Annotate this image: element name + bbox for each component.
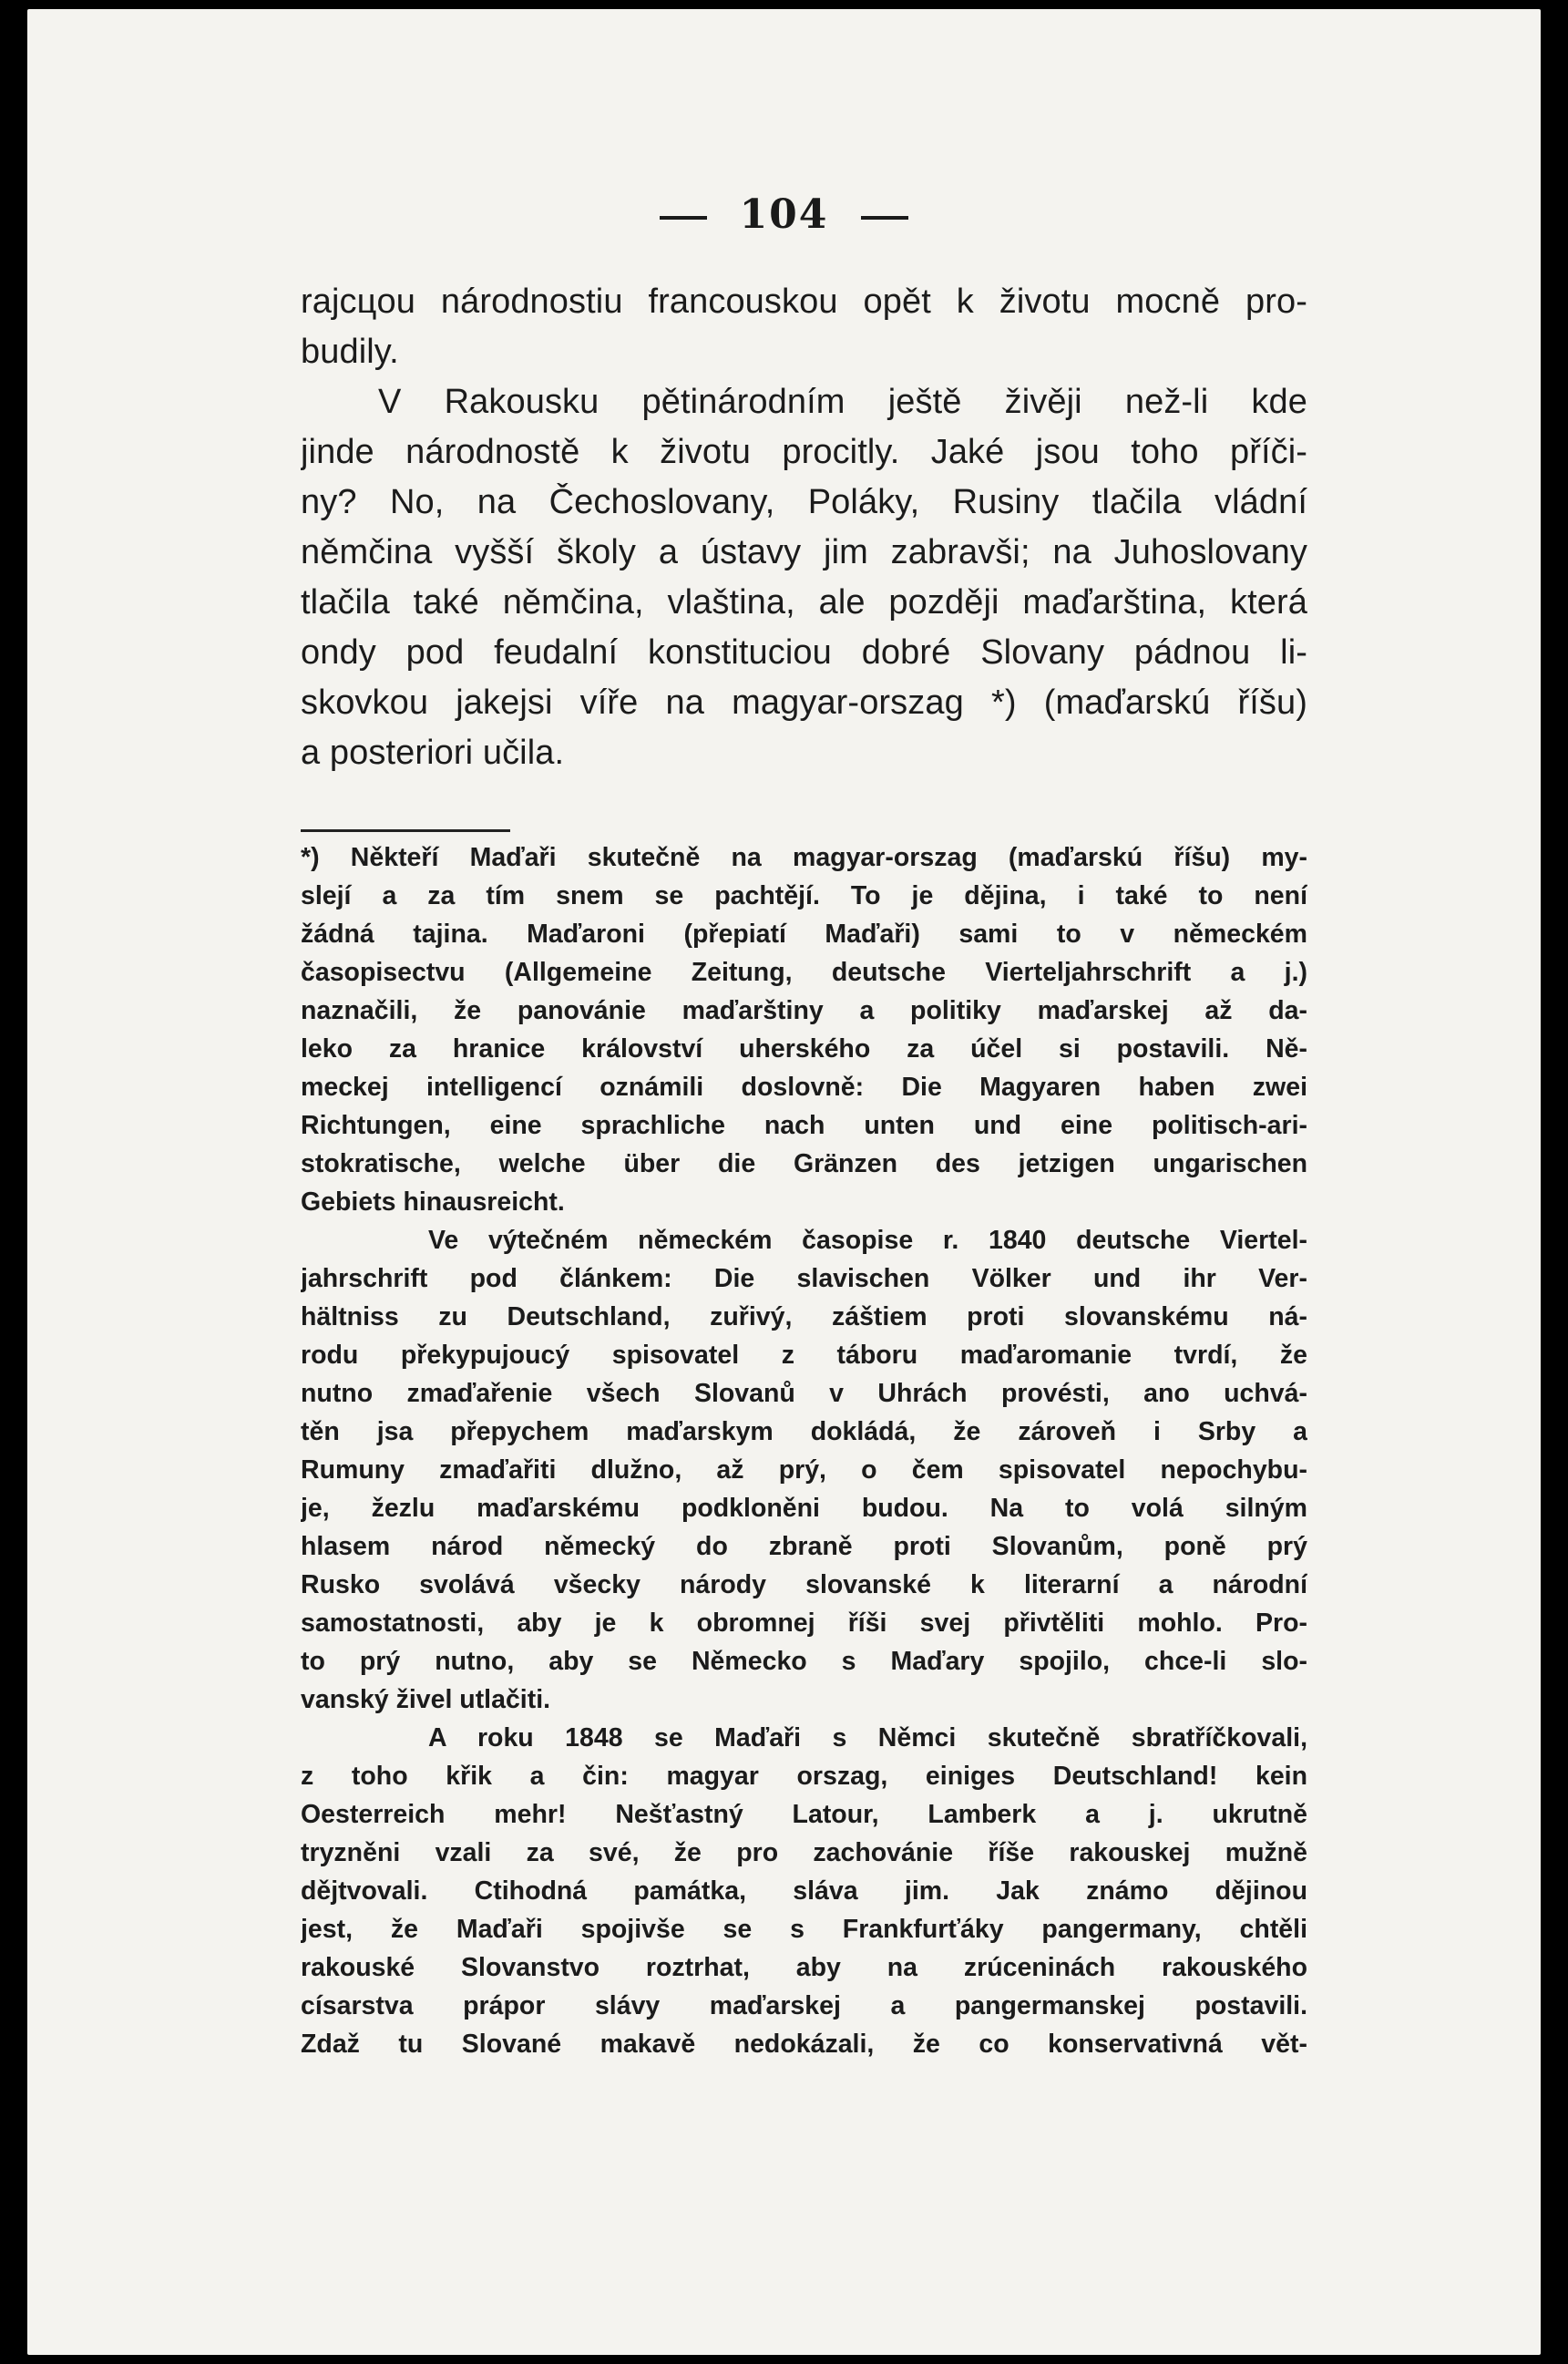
footnote-line: samostatnosti, aby je k obromnej říši svej přivtěliti mohlo. Pro- bbox=[301, 1609, 1307, 1638]
footnote-line: jahrschrift pod článkem: Die slavischen Völker und ihr Ver- bbox=[301, 1264, 1307, 1293]
footnote-rule bbox=[301, 829, 510, 832]
footnote-line: je, žezlu maďarskému podkloněni budou. Na to volá silným bbox=[301, 1494, 1307, 1523]
footnote-line: jest, že Maďaři spojivše se s Frankfurťáky pangermany, chtěli bbox=[301, 1915, 1307, 1944]
footnote-line: *) Někteří Maďaři skutečně na magyar-orszag (maďarskú říšu) my- bbox=[301, 843, 1307, 872]
footnote-line: naznačili, že panovánie maďarštiny a politiky maďarskej až da- bbox=[301, 996, 1307, 1025]
body-line: V Rakousku pětinárodním ještě živěji než-li kde bbox=[378, 383, 1307, 421]
footnote-line: vanský živel utlačiti. bbox=[301, 1685, 551, 1714]
body-line: a posteriori učila. bbox=[301, 734, 565, 772]
header-dash-right bbox=[861, 216, 908, 220]
header-dash-left bbox=[660, 216, 707, 220]
footnote-line: A roku 1848 se Maďaři s Němci skutečně sbratříčkovali, bbox=[428, 1723, 1307, 1752]
footnote-line: Rumuny zmaďařiti dlužno, až prý, o čem spisovatel nepochybu- bbox=[301, 1455, 1307, 1485]
book-page bbox=[27, 9, 1541, 2355]
body-line: ondy pod feudalní konstituciou dobré Slovany pádnou li- bbox=[301, 633, 1307, 672]
footnote-line: meckej intelligencí oznámili doslovně: Die Magyaren haben zwei bbox=[301, 1073, 1307, 1102]
footnote-line: hältniss zu Deutschland, zuřivý, záštiem proti slovanskému ná- bbox=[301, 1302, 1307, 1331]
body-line: němčina vyšší školy a ústavy jim zabravši; na Juhoslovany bbox=[301, 533, 1307, 571]
footnote-line: nutno zmaďařenie všech Slovanů v Uhrách provésti, ano uchvá- bbox=[301, 1379, 1307, 1408]
body-line: skovkou jakejsi víře na magyar-orszag *) (maďarskú říšu) bbox=[301, 684, 1307, 722]
body-line: ny? No, na Čechoslovany, Poláky, Rusiny tlačila vládní bbox=[301, 483, 1307, 521]
footnote-line: časopisectvu (Allgemeine Zeitung, deutsche Vierteljahrschrift a j.) bbox=[301, 958, 1307, 987]
footnote-line: dějtvovali. Ctihodná památka, sláva jim. Jak známo dějinou bbox=[301, 1876, 1307, 1906]
footnote-line: císarstva prápor slávy maďarskej a pangermanskej postavili. bbox=[301, 1991, 1307, 2020]
footnote-line: to prý nutno, aby se Německo s Maďary spojilo, chce-li slo- bbox=[301, 1647, 1307, 1676]
footnote-line: Oesterreich mehr! Nešťastný Latour, Lamberk a j. ukrutně bbox=[301, 1800, 1307, 1829]
footnote-line: leko za hranice království uherského za účel si postavili. Ně- bbox=[301, 1034, 1307, 1064]
page-number: 104 bbox=[739, 191, 829, 238]
footnote-line: Gebiets hinausreicht. bbox=[301, 1187, 565, 1217]
footnote-line: tryzněni vzali za své, že pro zachovánie říše rakouskej mužně bbox=[301, 1838, 1307, 1867]
footnote-line: stokratische, welche über die Gränzen des jetzigen ungarischen bbox=[301, 1149, 1307, 1178]
footnote-line: slejí a za tím snem se pachtějí. To je dějina, i také to není bbox=[301, 881, 1307, 910]
footnote-line: těn jsa přepychem maďarskym dokládá, že zároveň i Srby a bbox=[301, 1417, 1307, 1446]
footnote-line: žádná tajina. Maďaroni (přepiatí Maďaři) sami to v německém bbox=[301, 920, 1307, 949]
footnote-line: hlasem národ německý do zbraně proti Slovanům, poně prý bbox=[301, 1532, 1307, 1561]
footnote-line: rodu překypujoucý spisovatel z táboru maďaromanie tvrdí, že bbox=[301, 1341, 1307, 1370]
footnote-line: rakouské Slovanstvo roztrhat, aby na zrúceninách rakouského bbox=[301, 1953, 1307, 1982]
footnote-line: z toho křik a čin: magyar orszag, einiges Deutschland! kein bbox=[301, 1762, 1307, 1791]
footnote-line: Richtungen, eine sprachliche nach unten und eine politisch-ari- bbox=[301, 1111, 1307, 1140]
footnote-line: Zdaž tu Slované makavě nedokázali, že co konservativná vět- bbox=[301, 2030, 1307, 2059]
body-line: tlačila také němčina, vlaština, ale později maďarština, která bbox=[301, 583, 1307, 622]
body-line: jinde národnostě k životu procitly. Jaké jsou toho příči- bbox=[301, 433, 1307, 471]
footnote-line: Ve výtečném německém časopise r. 1840 deutsche Viertel- bbox=[428, 1226, 1307, 1255]
body-line: budily. bbox=[301, 333, 399, 371]
body-line: rajcцou národnostiu francouskou opět k životu mocně pro- bbox=[301, 283, 1307, 321]
footnote-line: Rusko svolává všecky národy slovanské k literarní a národní bbox=[301, 1570, 1307, 1599]
page-header bbox=[27, 191, 1541, 238]
